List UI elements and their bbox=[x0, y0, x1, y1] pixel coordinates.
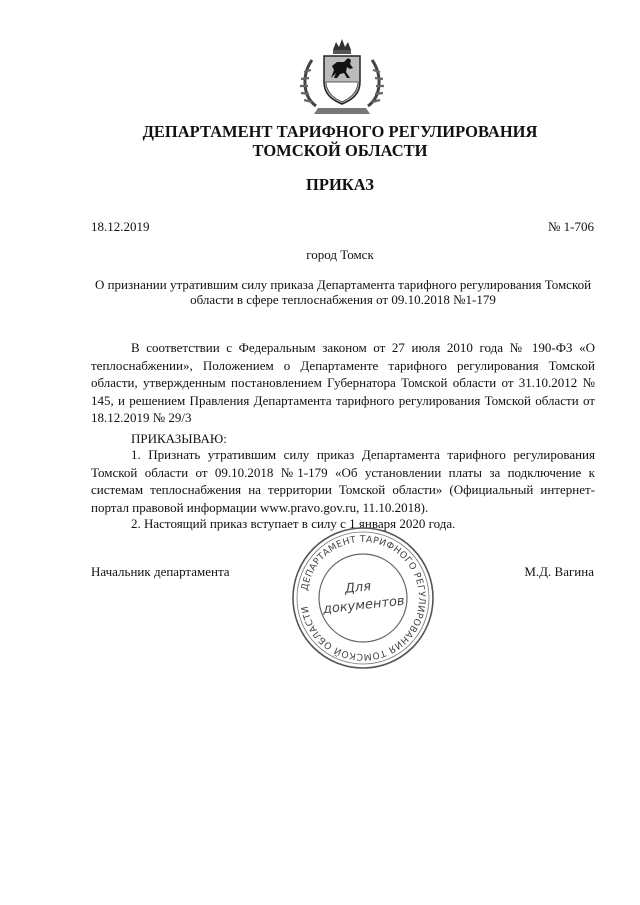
signer-name: М.Д. Вагина bbox=[524, 564, 594, 579]
signer-position: Начальник департамента bbox=[91, 564, 230, 579]
preamble-paragraph: В соответствии с Федеральным законом от 27 июля 2010 года № 190-ФЗ «О теплоснабжении», Положением о Департаменте тарифного регулирования Томской области, утвержденным постановлением Губернатора Томской области от 31.10.2012 № 145, и решением Правления Департамента тарифного регулирования Томской области от 18.12.2019 № 29/3 bbox=[91, 340, 595, 425]
order-number: № 1-706 bbox=[548, 219, 594, 234]
stamp-ring-text: ДЕПАРТАМЕНТ ТАРИФНОГО РЕГУЛИРОВАНИЯ ТОМСКОЙ ОБЛАСТИ bbox=[299, 533, 428, 663]
order-item-1: 1. Признать утратившим силу приказ Департамента тарифного регулирования Томской области от 09.10.2018 №1-179 «Об установлении платы за подключение к системам теплоснабжения на территории Томской области» (Официальный интернет-портал правовой информации www.pravo.gov.ru, 11.10.2018). bbox=[91, 447, 595, 515]
stamp-center-line2: документов bbox=[322, 593, 406, 618]
order-item-2: 2. Настоящий приказ вступает в силу с 1 января 2020 года. bbox=[131, 516, 456, 531]
order-word: ПРИКАЗЫВАЮ: bbox=[131, 431, 227, 446]
official-stamp bbox=[289, 524, 437, 672]
department-title-line2: ТОМСКОЙ ОБЛАСТИ bbox=[252, 141, 428, 160]
department-title-line1: ДЕПАРТАМЕНТ ТАРИФНОГО РЕГУЛИРОВАНИЯ bbox=[142, 122, 538, 141]
coat-of-arms-icon bbox=[296, 36, 388, 120]
city-line: город Томск bbox=[306, 247, 374, 262]
stamp-center-line1: Для bbox=[344, 579, 372, 597]
order-subject: О признании утратившим силу приказа Департамента тарифного регулирования Томской области в сфере теплоснабжения от 09.10.2018 №1-179 bbox=[94, 277, 592, 307]
order-date: 18.12.2019 bbox=[91, 219, 150, 234]
department-title bbox=[40, 122, 640, 160]
order-title: ПРИКАЗ bbox=[306, 175, 374, 194]
